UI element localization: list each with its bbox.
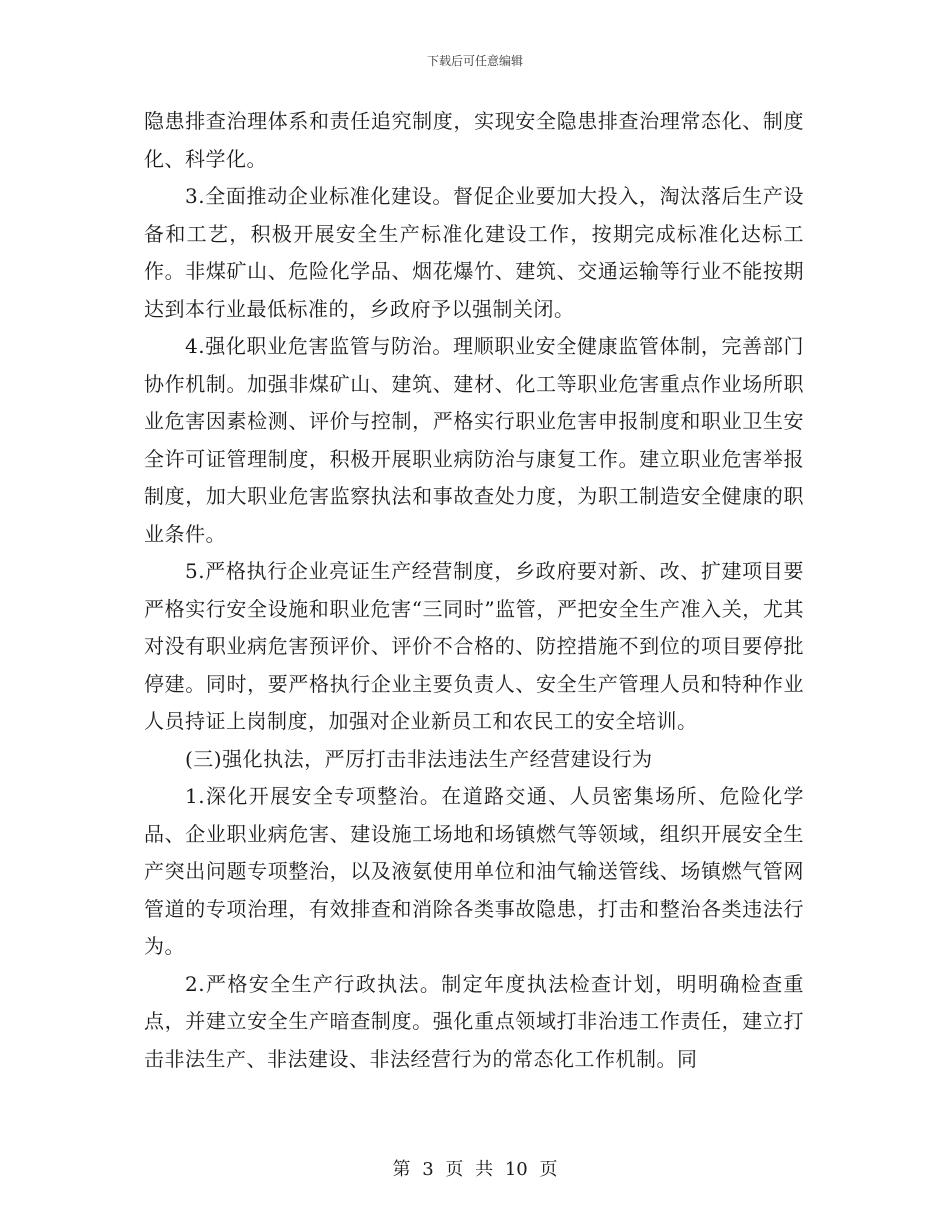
- page-number-footer: 第 3 页 共 10 页: [392, 1159, 558, 1180]
- paragraph-item-5: 5.严格执行企业亮证生产经营制度，乡政府要对新、改、扩建项目要严格实行安全设施和职业危害“三同时”监管，严把安全生产准入关，尤其对没有职业病危害预评价、评价不合格的、防控措施不到位的项目要停批停建。同时，要严格执行企业主要负责人、安全生产管理人员和特种作业人员持证上岗制度，加强对企业新员工和农民工的安全培训。: [144, 559, 804, 733]
- paragraph-section3-item-2: 2.严格安全生产行政执法。制定年度执法检查计划，明明确检查重点，并建立安全生产暗查制度。强化重点领域打非治违工作责任，建立打击非法生产、非法建设、非法经营行为的常态化工作机制。同: [144, 971, 804, 1071]
- paragraph-continuation: 隐患排查治理体系和责任追究制度，实现安全隐患排查治理常态化、制度化、科学化。: [144, 109, 804, 171]
- paragraph-item-4: 4.强化职业危害监管与防治。理顺职业安全健康监管体制，完善部门协作机制。加强非煤矿山、建筑、建材、化工等职业危害重点作业场所职业危害因素检测、评价与控制，严格实行职业危害申报制度和职业卫生安全许可证管理制度，积极开展职业病防治与康复工作。建立职业危害举报制度，加大职业危害监察执法和事故查处力度，为职工制造安全健康的职业条件。: [144, 334, 804, 546]
- document-body: [144, 103, 804, 1078]
- page-header: 下载后可任意编辑: [426, 54, 523, 68]
- paragraph-item-3: 3.全面推动企业标准化建设。督促企业要加大投入，淘汰落后生产设备和工艺，积极开展安全生产标准化建设工作，按期完成标准化达标工作。非煤矿山、危险化学品、烟花爆竹、建筑、交通运输等行业不能按期达到本行业最低标准的，乡政府予以强制关闭。: [144, 184, 804, 321]
- paragraph-section3-item-1: 1.深化开展安全专项整治。在道路交通、人员密集场所、危险化学品、企业职业病危害、建设施工场地和场镇燃气等领域，组织开展安全生产突出问题专项整治，以及液氨使用单位和油气输送管线、场镇燃气管网管道的专项治理，有效排查和消除各类事故隐患，打击和整治各类违法行为。: [144, 784, 804, 958]
- section-heading-3: (三)强化执法，严厉打击非法违法生产经营建设行为: [185, 746, 653, 771]
